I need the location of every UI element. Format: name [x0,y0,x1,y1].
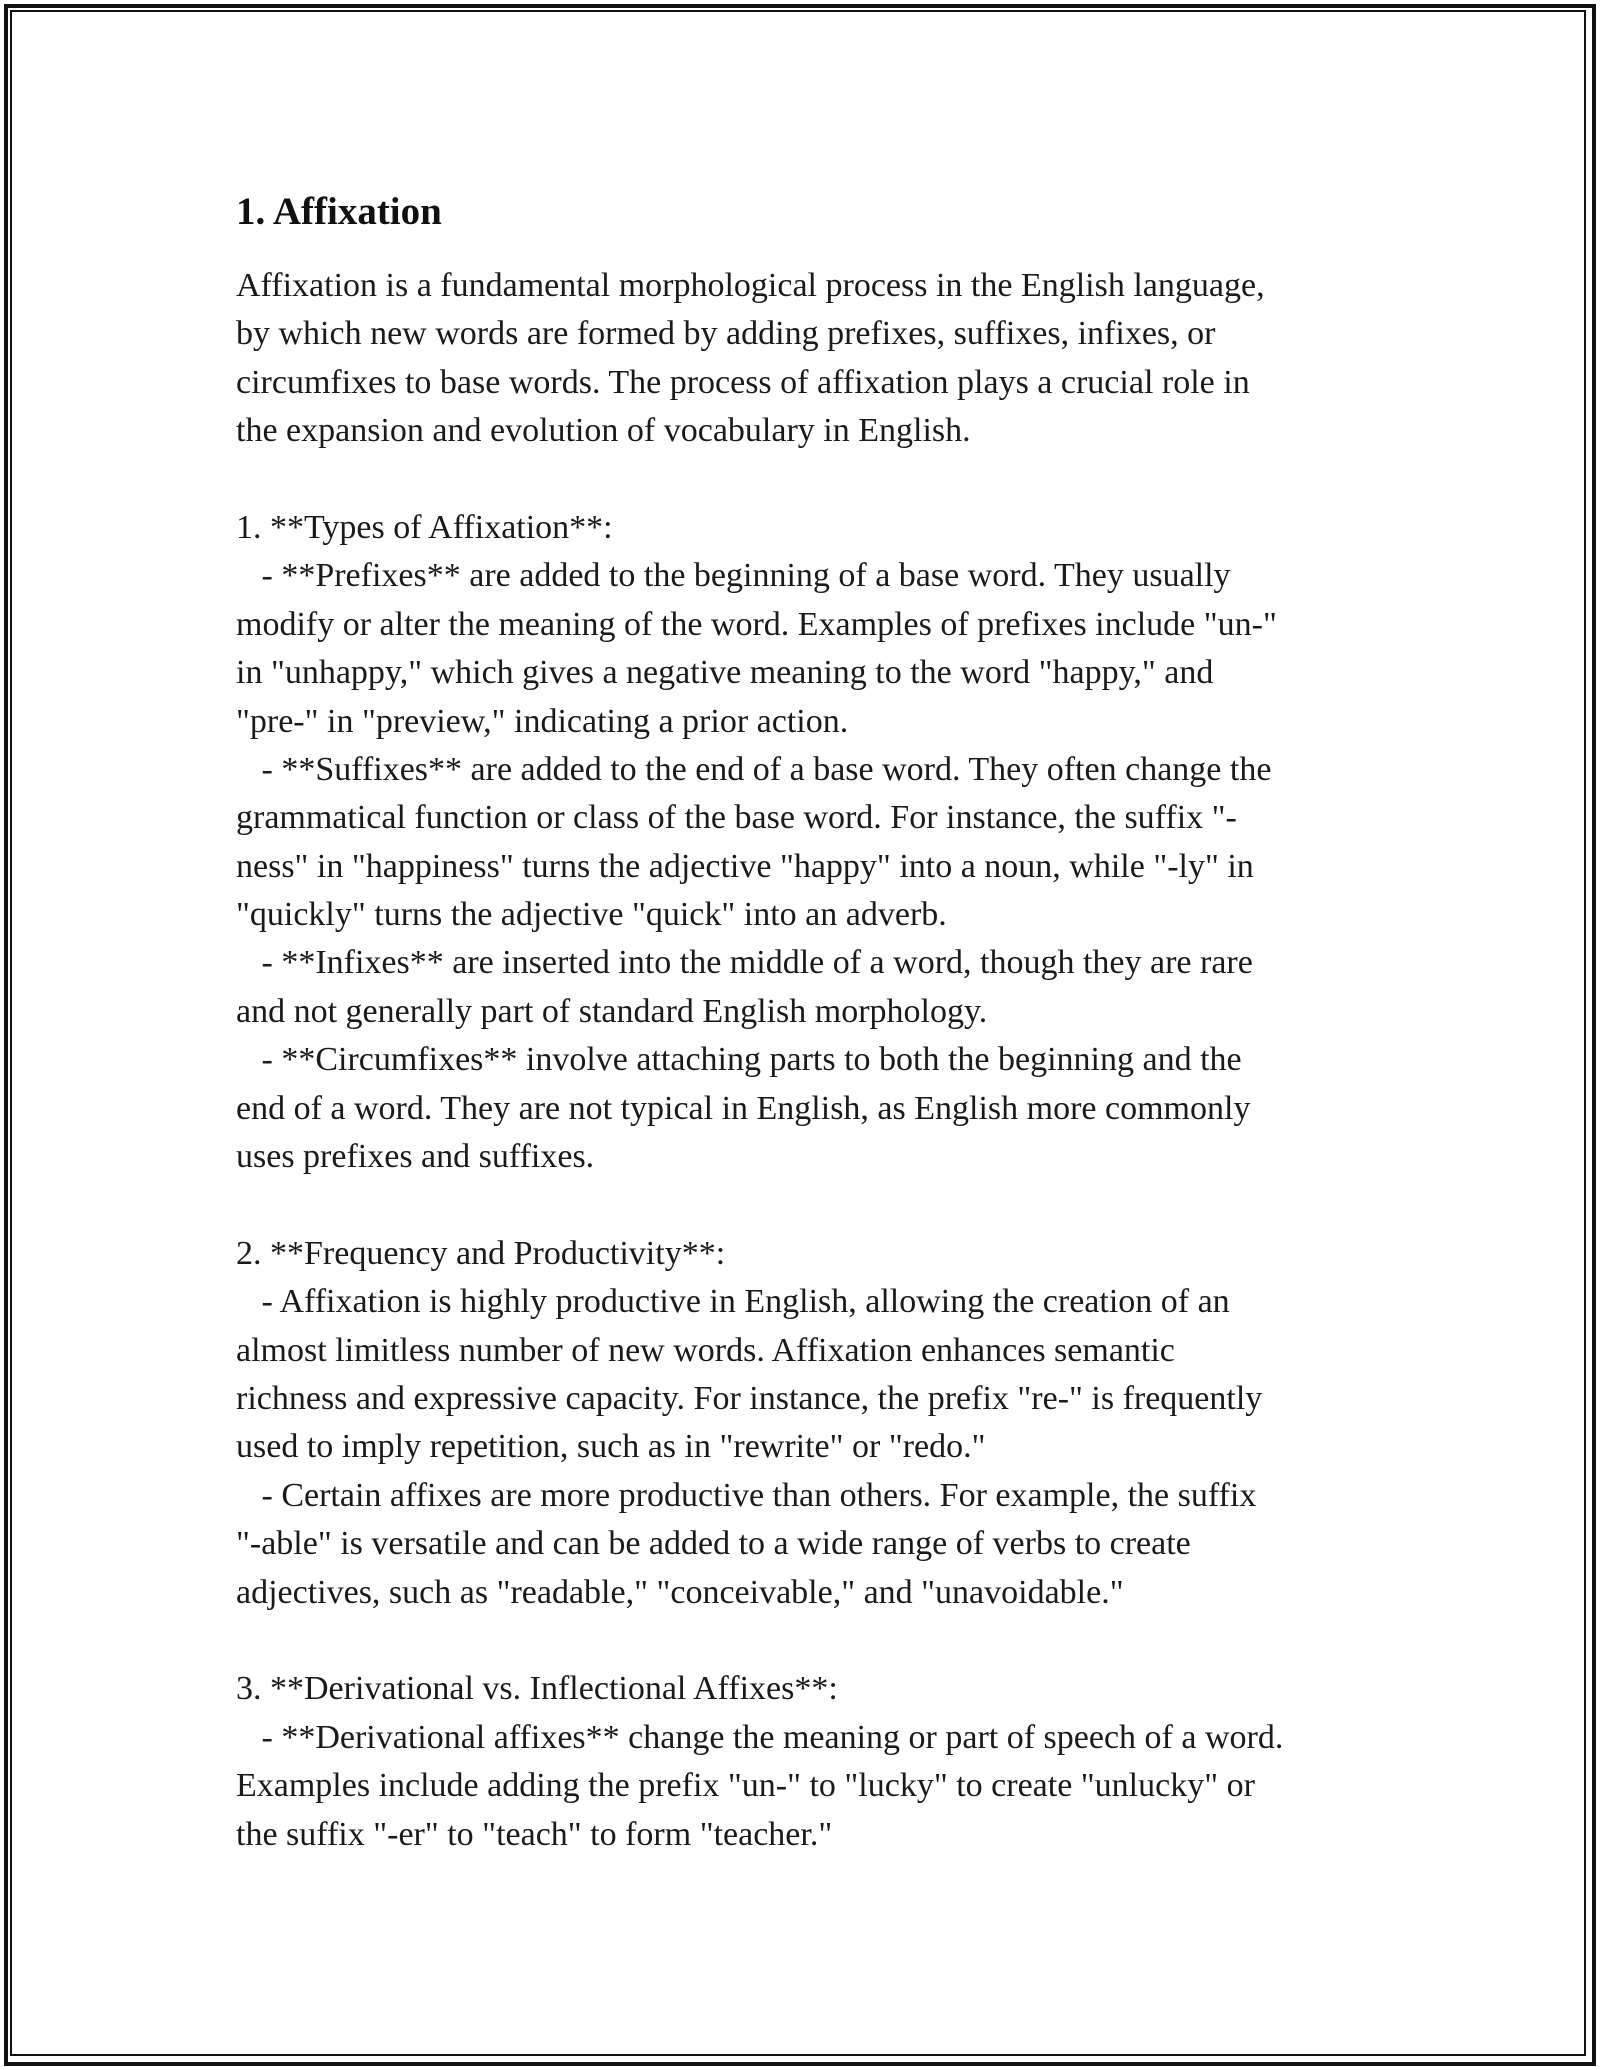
text-line: Affixation is a fundamental morphological process in the English language, [236,267,1265,304]
text-line: - **Circumfixes** involve attaching parts to both the beginning and the [236,1041,1242,1079]
text-line: ness" in "happiness" turns the adjective "happy" into a noun, while "-ly" in [236,847,1254,885]
text-line: - Affixation is highly productive in English, allowing the creation of an [236,1283,1230,1321]
text-line: - **Infixes** are inserted into the middle of a word, though they are rare [236,944,1253,982]
text-line: 2. **Frequency and Productivity**: [236,1234,726,1272]
text-line: the suffix "-er" to "teach" to form "teacher." [236,1815,833,1853]
text-line: "pre-" in "preview," indicating a prior action. [236,702,849,740]
text-line: "quickly" turns the adjective "quick" into an adverb. [236,896,947,934]
text-line: the expansion and evolution of vocabulary in English. [236,412,971,450]
text-line: end of a word. They are not typical in English, as English more commonly [236,1089,1251,1127]
text-line: uses prefixes and suffixes. [236,1138,595,1176]
text-line: used to imply repetition, such as in "rewrite" or "redo." [236,1428,986,1466]
blank-line [236,1181,1386,1229]
text-line: - **Suffixes** are added to the end of a base word. They often change the [236,750,1272,788]
text-line: - **Derivational affixes** change the meaning or part of speech of a word. [236,1718,1284,1756]
section-heading: 1. Affixation [236,190,442,233]
text-line: almost limitless number of new words. Affixation enhances semantic [236,1331,1175,1369]
document-body [236,186,1386,1859]
text-line: - **Prefixes** are added to the beginning of a base word. They usually [236,557,1231,595]
text-line: "-able" is versatile and can be added to a wide range of verbs to create [236,1525,1191,1563]
text-line: in "unhappy," which gives a negative meaning to the word "happy," and [236,654,1214,692]
text-line: and not generally part of standard English morphology. [236,992,988,1030]
text-line: by which new words are formed by adding prefixes, suffixes, infixes, or [236,315,1216,353]
paragraph-block [236,262,1386,1859]
text-line: Examples include adding the prefix "un-" to "lucky" to create "unlucky" or [236,1767,1255,1805]
text-line: circumfixes to base words. The process of affixation plays a crucial role in [236,363,1250,401]
text-line: grammatical function or class of the base word. For instance, the suffix "- [236,799,1237,837]
blank-line [236,456,1386,504]
text-line: modify or alter the meaning of the word. Examples of prefixes include "un-" [236,605,1277,643]
text-line: adjectives, such as "readable," "conceivable," and "unavoidable." [236,1573,1124,1611]
text-line: 3. **Derivational vs. Inflectional Affixes**: [236,1670,838,1708]
text-line: - Certain affixes are more productive than others. For example, the suffix [236,1476,1257,1514]
blank-line [236,1617,1386,1665]
text-line: 1. **Types of Affixation**: [236,508,613,546]
text-line: richness and expressive capacity. For instance, the prefix "re-" is frequently [236,1379,1263,1417]
